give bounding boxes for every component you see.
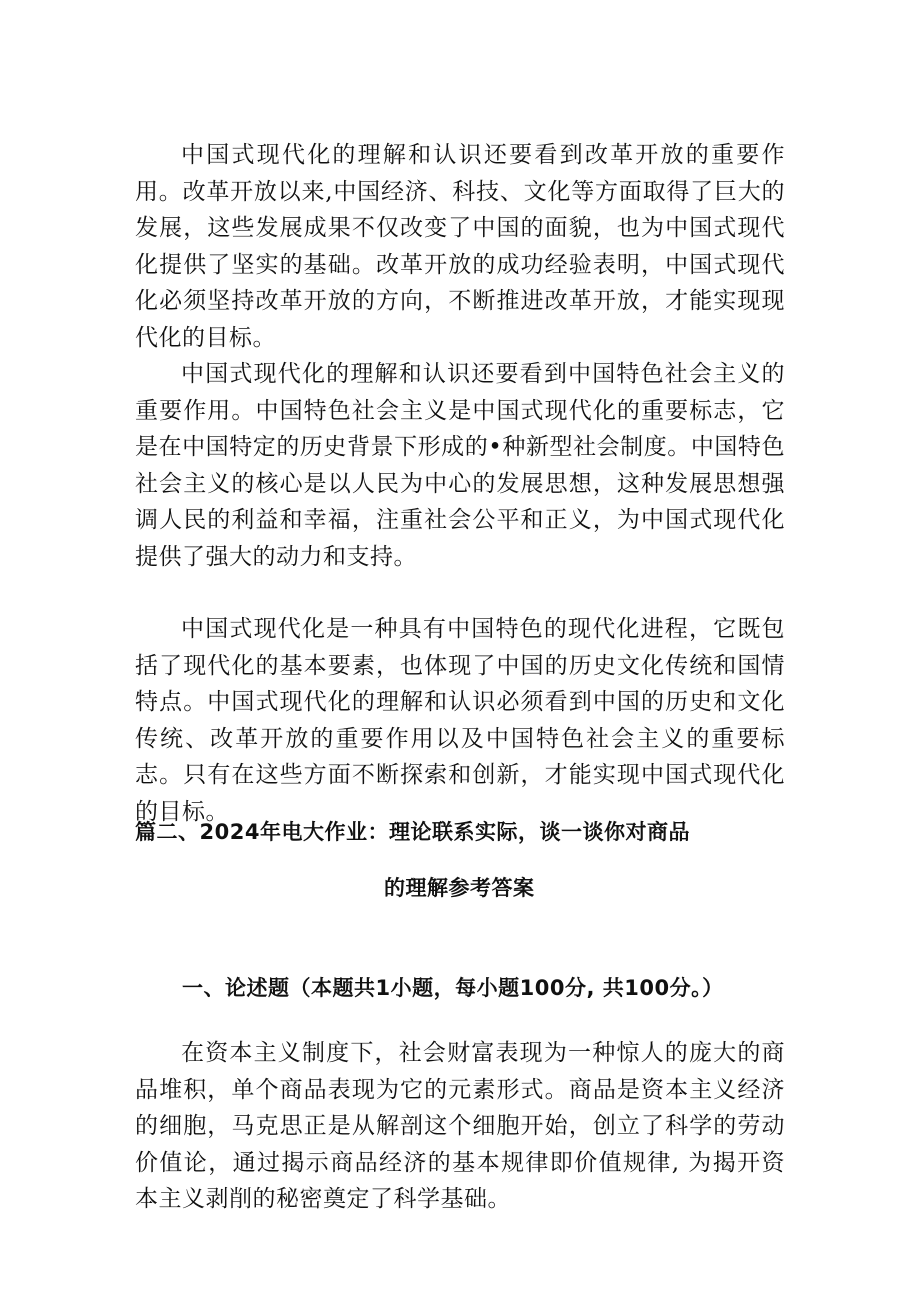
- answer-paragraph: 在资本主义制度下，社会财富表现为一种惊人的庞大的商品堆积，单个商品表现为它的元素形式。商品是资本主义经济的细胞，马克思正是从解剖这个细胞开始，创立了科学的劳动价值论，通过揭示商品经济的基本规律即价值规律, 为揭开资本主义剥削的秘密奠定了科学基础。: [135, 1040, 785, 1212]
- question-heading: 一、论述题（本题共1小题，每小题100分, 共100分。）: [182, 976, 724, 1000]
- section-heading-line1: 篇二、2024年电大作业：理论联系实际，谈一谈你对商品: [135, 820, 690, 844]
- paragraph-reform-opening: 中国式现代化的理解和认识还要看到改革开放的重要作用。改革开放以来,中国经济、科技、文化等方面取得了巨大的发展，这些发展成果不仅改变了中国的面貌，也为中国式现代化提供了坚实的基础。改革开放的成功经验表明，中国式现代化必须坚持改革开放的方向，不断推进改革开放，才能实现现代化的目标。: [135, 142, 785, 351]
- section-heading-line2: 的理解参考答案: [384, 876, 535, 900]
- paragraph-modernization-summary: 中国式现代化是一种具有中国特色的现代化进程，它既包括了现代化的基本要素，也体现了中国的历史文化传统和国情特点。中国式现代化的理解和认识必须看到中国的历史和文化传统、改革开放的重要作用以及中国特色社会主义的重要标志。只有在这些方面不断探索和创新，才能实现中国式现代化的目标。: [135, 616, 785, 825]
- paragraph-socialism-characteristics: 中国式现代化的理解和认识还要看到中国特色社会主义的重要作用。中国特色社会主义是中国式现代化的重要标志，它是在中国特定的历史背景下形成的•种新型社会制度。中国特色社会主义的核心是以人民为中心的发展思想，这种发展思想强调人民的利益和幸福，注重社会公平和正义，为中国式现代化提供了强大的动力和支持。: [135, 361, 785, 570]
